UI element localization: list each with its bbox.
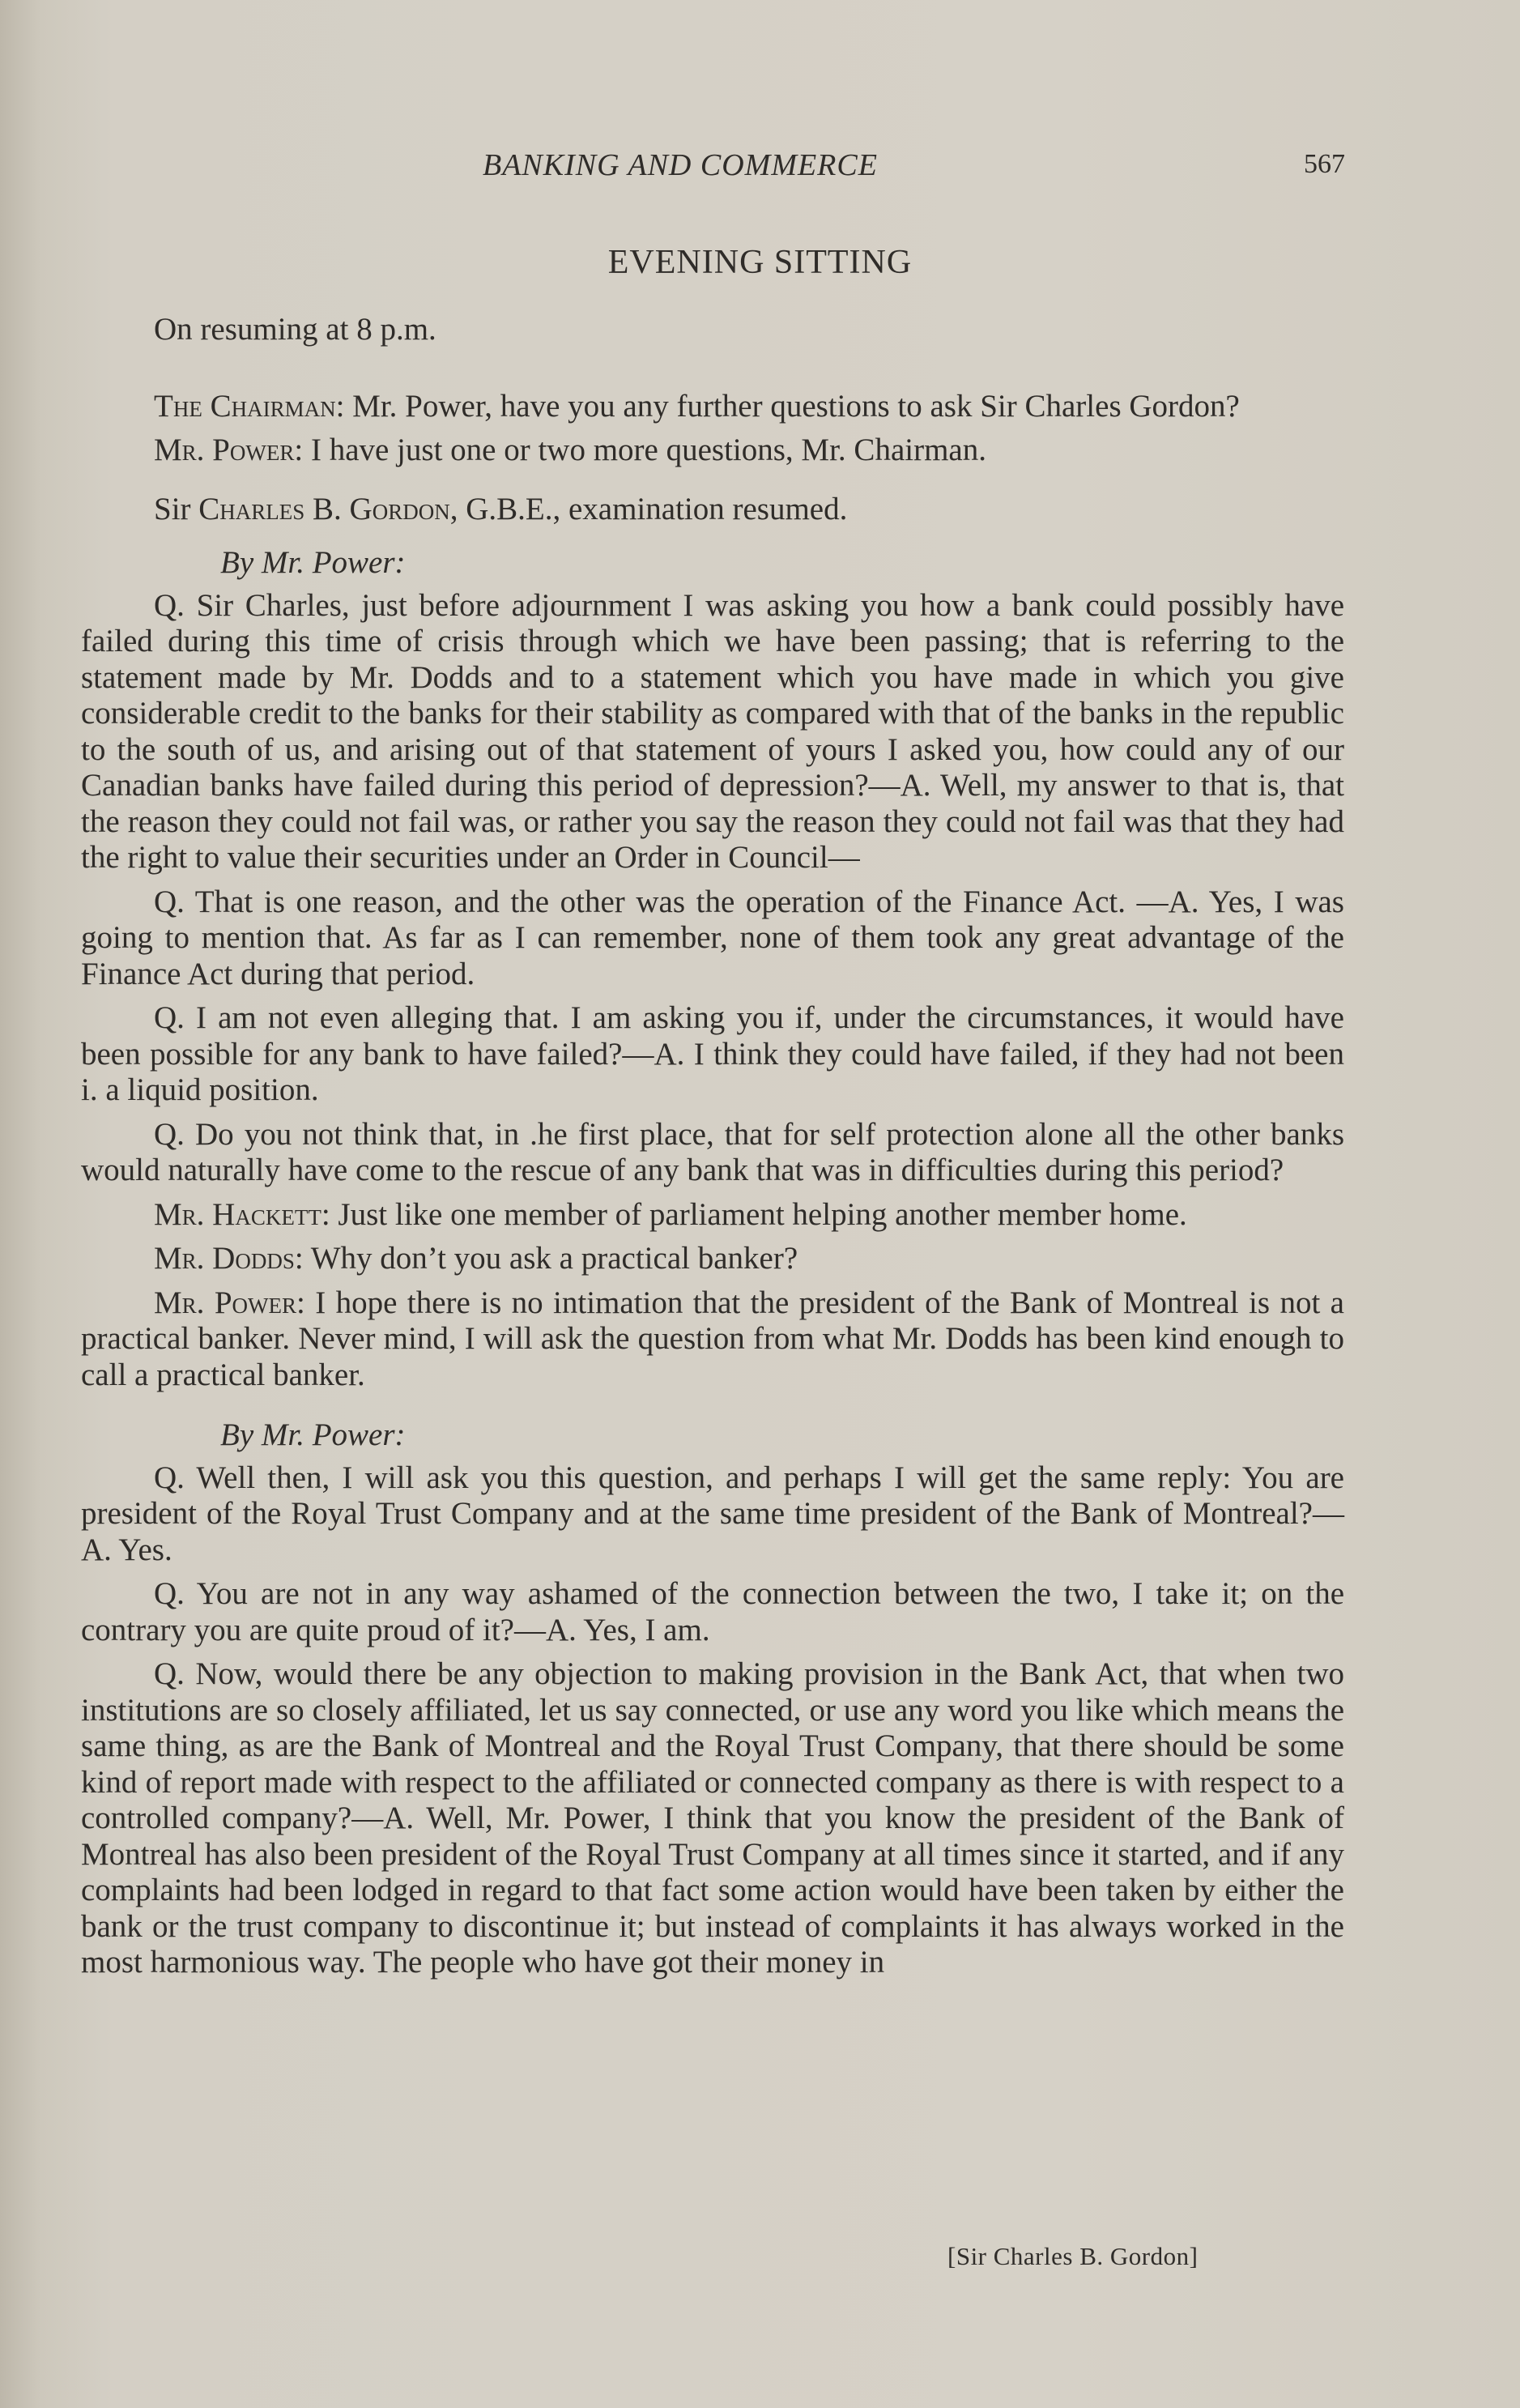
speaker-name: Mr. Power: <box>154 433 304 467</box>
witness-name: Charles B. Gordon <box>198 491 450 526</box>
speaker-name: The Chairman: <box>154 388 345 424</box>
transcript-body <box>81 312 1344 1981</box>
paragraph-hackett: Mr. Hackett: Just like one member of parliament helping another member home. <box>154 1196 1187 1232</box>
paragraph-gordon-resumed: Sir Charles B. Gordon, G.B.E., examination resumed. <box>154 491 848 526</box>
by-line-2: By Mr. Power: <box>220 1417 406 1452</box>
speaker-name: Mr. Power: <box>154 1285 305 1320</box>
by-line-1: By Mr. Power: <box>220 545 406 580</box>
paragraph-resuming: On resuming at 8 p.m. <box>154 312 436 347</box>
question-not-alleging: Q. I am not even alleging that. I am asking you if, under the circumstances, it would have been possible for any bank to have failed?—A. I think they could have failed, if they had not been i. a liquid position. <box>81 1000 1344 1107</box>
paragraph-power-1: Mr. Power: I have just one or two more questions, Mr. Chairman. <box>154 433 986 467</box>
running-head-title: BANKING AND COMMERCE <box>483 148 878 182</box>
question-finance-act: Q. That is one reason, and the other was the operation of the Finance Act. —A. Yes, I was going to mention that. As far as I can remember, none of them took any great advantage of the Finance Act during that period. <box>81 884 1344 991</box>
speaker-name: Mr. Hackett: <box>154 1196 330 1232</box>
paragraph-power-2: Mr. Power: I hope there is no intimation that the president of the Bank of Montreal is not a practical banker. Never mind, I will ask the question from what Mr. Dodds has been kind enough to call a practical banker. <box>81 1285 1344 1392</box>
speaker-name: Mr. Dodds: <box>154 1241 304 1276</box>
footer-signature: [Sir Charles B. Gordon] <box>947 2242 1199 2270</box>
paragraph-dodds: Mr. Dodds: Why don’t you ask a practical banker? <box>154 1241 798 1276</box>
running-head <box>0 147 1520 188</box>
question-royal-trust: Q. Well then, I will ask you this question, and perhaps I will get the same reply: You are president of the Royal Trust Company and at the same time president of the Bank of Montreal?—A. Yes. <box>81 1460 1344 1567</box>
question-adjournment: Q. Sir Charles, just before adjournment I was asking you how a bank could possibly have failed during this time of crisis through which we have been passing; that is referring to the statement made by Mr. Dodds and to a statement which you have made in which you give considerable credit to the banks for their stability as compared with that of the banks in the republic to the south of us, and arising out of that statement of yours I asked you, how could any of our Canadian banks have failed during this period of depression?—A. Well, my answer to that is, that the reason they could not fail was, or rather you say the reason they could not fail was that they had the right to value their securities under an Order in Council— <box>81 587 1344 875</box>
question-self-protection: Q. Do you not think that, in .he first place, that for self protection alone all the other banks would naturally have come to the rescue of any bank that was in difficulties during this period? <box>81 1116 1344 1187</box>
page-number: 567 <box>1304 149 1345 179</box>
question-bank-act-provision: Q. Now, would there be any objection to making provision in the Bank Act, that when two institutions are so closely affiliated, let us say connected, or use any word you like which means the same thing, as are the Bank of Montreal and the Royal Trust Company, that there should be some kind of report made with respect to the affiliated or connected company as there is with respect to a controlled company?—A. Well, Mr. Power, I think that you know the president of the Bank of Montreal has also been president of the Royal Trust Company at all times since it started, and if any complaints had been lodged in regard to that fact some action would have been taken by either the bank or the trust company to discontinue it; but instead of complaints it has always worked in the most harmonious way. The people who have got their money in <box>81 1656 1344 1980</box>
paragraph-chairman: The Chairman: Mr. Power, have you any further questions to ask Sir Charles Gordon? <box>154 388 1240 424</box>
question-not-ashamed: Q. You are not in any way ashamed of the connection between the two, I take it; on the contrary you are quite proud of it?—A. Yes, I am. <box>81 1576 1344 1647</box>
section-title: EVENING SITTING <box>607 244 913 281</box>
